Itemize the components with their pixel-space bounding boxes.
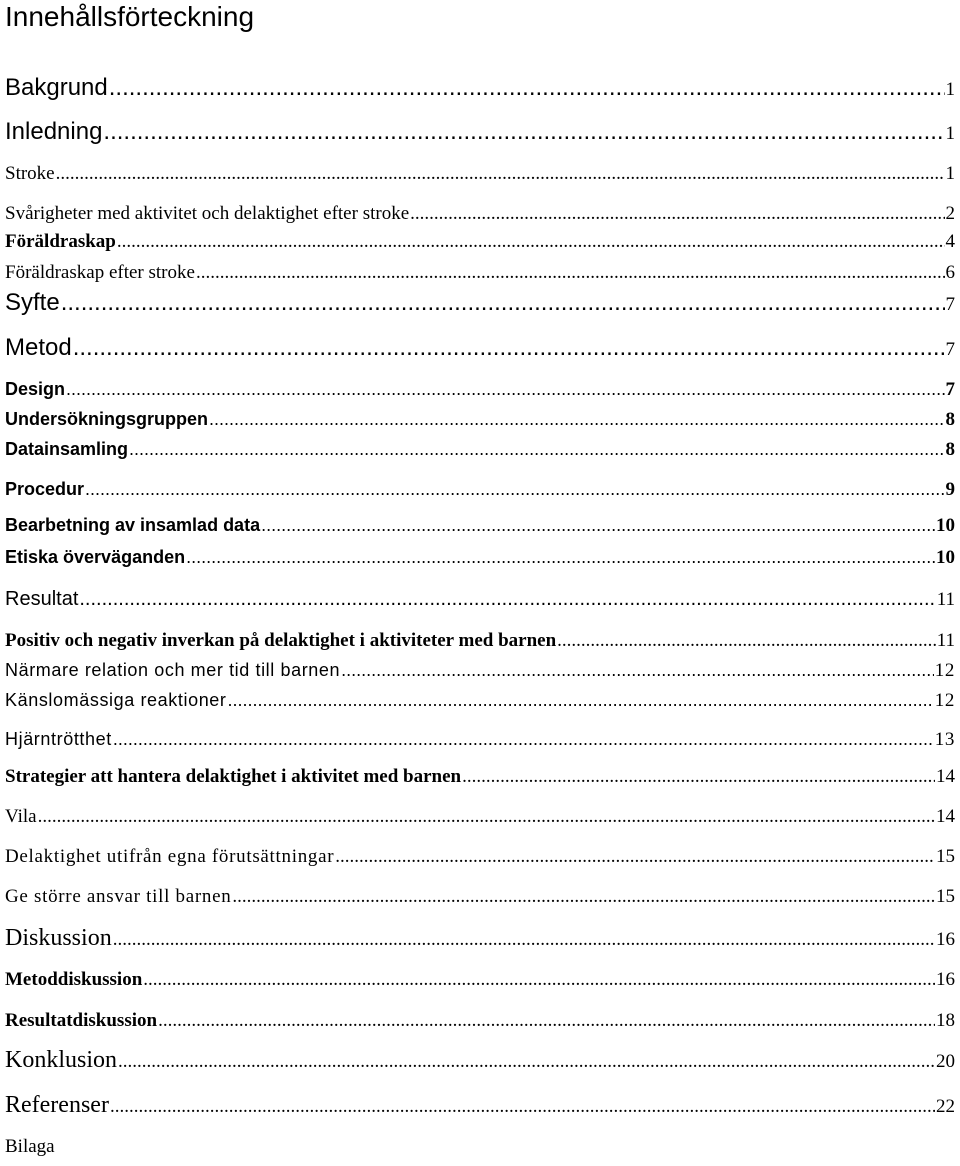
toc-entry-page: 7 <box>945 379 955 400</box>
toc-entry-label: Bakgrund <box>5 74 108 101</box>
toc-entry-konklusion[interactable] <box>5 1047 955 1074</box>
toc-entry-page: 10 <box>936 515 955 536</box>
toc-entry-label: Bearbetning av insamlad data <box>5 515 261 535</box>
toc-entry-page: 15 <box>936 846 955 867</box>
dot-leader <box>196 262 945 284</box>
toc-entry-page: 13 <box>934 729 955 750</box>
dot-leader <box>113 729 934 750</box>
toc-entry-label: Design <box>5 379 66 399</box>
toc-entry-resultat[interactable] <box>5 588 955 611</box>
toc-entry-page: 8 <box>945 409 955 430</box>
toc-entry-label: Etiska överväganden <box>5 547 186 567</box>
dot-leader <box>109 74 945 102</box>
dot-leader <box>462 766 935 788</box>
dot-leader <box>85 479 944 500</box>
dot-leader <box>341 660 934 681</box>
toc-entry-label: Strategier att hantera delaktighet i aktivitet med barnen <box>5 766 462 787</box>
toc-entry-kanslomassiga[interactable] <box>5 690 955 712</box>
dot-leader <box>110 1096 935 1118</box>
toc-entry-page: 11 <box>936 630 955 651</box>
toc-entry-label: Delaktighet utifrån egna förutsättningar <box>5 846 335 867</box>
dot-leader <box>228 690 934 711</box>
toc-entry-page: 12 <box>934 690 955 711</box>
toc-entry-label: Resultatdiskussion <box>5 1010 158 1031</box>
toc-entry-label: Referenser <box>5 1092 109 1118</box>
toc-entry-procedur[interactable] <box>5 479 955 501</box>
toc-entry-design[interactable] <box>5 379 955 401</box>
toc-entry-label: Svårigheter med aktivitet och delaktighet efter stroke <box>5 203 410 224</box>
dot-leader <box>117 231 945 253</box>
toc-entry-stroke[interactable] <box>5 163 955 185</box>
toc-entry-page: 7 <box>945 339 955 360</box>
toc-entry-label: Undersökningsgruppen <box>5 409 209 429</box>
toc-entry-label: Resultat <box>5 588 79 610</box>
toc-entry-label: Positiv och negativ inverkan på delaktighet i aktiviteter med barnen <box>5 630 557 651</box>
toc-entry-svarigheter[interactable] <box>5 203 955 225</box>
toc-entry-label: Diskussion <box>5 925 112 951</box>
toc-entry-bakgrund[interactable] <box>5 74 955 102</box>
dot-leader <box>61 289 945 317</box>
toc-entry-metod[interactable] <box>5 334 955 362</box>
dot-leader <box>335 846 935 868</box>
toc-entry-label: Vila <box>5 806 37 827</box>
toc-entry-label: Konklusion <box>5 1047 118 1073</box>
toc-entry-label: Datainsamling <box>5 439 129 459</box>
toc-entry-label: Inledning <box>5 118 103 145</box>
toc-entry-page: 1 <box>945 123 955 144</box>
dot-leader <box>118 1051 935 1073</box>
toc-entry-page: 1 <box>945 79 955 100</box>
dot-leader <box>79 588 935 611</box>
dot-leader <box>103 118 944 146</box>
toc-entry-page: 18 <box>936 1010 955 1031</box>
toc-appendix-label: Bilaga <box>5 1136 55 1157</box>
toc-entry-positiv-negativ[interactable] <box>5 630 955 652</box>
toc-entry-resultatdiskussion[interactable] <box>5 1010 955 1032</box>
toc-entry-page: 16 <box>936 969 955 990</box>
toc-entry-label: Närmare relation och mer tid till barnen <box>5 660 341 680</box>
toc-entry-foraldraskap-efter-stroke[interactable] <box>5 262 955 284</box>
toc-entry-syfte[interactable] <box>5 289 955 317</box>
toc-entry-page: 16 <box>936 929 955 950</box>
toc-entry-label: Metoddiskussion <box>5 969 143 990</box>
toc-entry-label: Känslomässiga reaktioner <box>5 690 227 710</box>
toc-entry-page: 11 <box>936 589 955 610</box>
toc-entry-metoddiskussion[interactable] <box>5 969 955 991</box>
toc-entry-page: 1 <box>945 163 955 184</box>
toc-entry-strategier[interactable] <box>5 766 955 788</box>
toc-title: Innehållsförteckning <box>5 1 255 32</box>
toc-entry-undersokningsgruppen[interactable] <box>5 409 955 431</box>
toc-entry-label: Hjärntrötthet <box>5 729 112 749</box>
toc-entry-inledning[interactable] <box>5 118 955 146</box>
toc-entry-ge-storre-ansvar[interactable] <box>5 886 955 908</box>
dot-leader <box>66 379 944 400</box>
toc-entry-page: 22 <box>936 1096 955 1117</box>
toc-entry-page: 6 <box>945 262 955 283</box>
dot-leader <box>557 630 936 652</box>
toc-entry-delaktighet-utifran[interactable] <box>5 846 955 868</box>
dot-leader <box>113 929 935 951</box>
dot-leader <box>209 409 944 430</box>
toc-entry-page: 15 <box>936 886 955 907</box>
toc-entry-narmare-relation[interactable] <box>5 660 955 682</box>
toc-entry-label: Procedur <box>5 479 85 499</box>
toc-entry-label: Föräldraskap efter stroke <box>5 262 195 283</box>
dot-leader <box>38 806 935 828</box>
toc-entry-datainsamling[interactable] <box>5 439 955 461</box>
toc-entry-page: 9 <box>945 479 955 500</box>
toc-entry-page: 14 <box>936 766 955 787</box>
toc-entry-page: 8 <box>945 439 955 460</box>
dot-leader <box>186 547 935 568</box>
toc-entry-page: 14 <box>936 806 955 827</box>
toc-entry-vila[interactable] <box>5 806 955 828</box>
toc-entry-label: Syfte <box>5 289 60 316</box>
toc-entry-label: Metod <box>5 334 72 361</box>
dot-leader <box>143 969 935 991</box>
toc-entry-page: 2 <box>945 203 955 224</box>
toc-entry-page: 20 <box>936 1051 955 1072</box>
toc-entry-etiska[interactable] <box>5 547 955 569</box>
toc-entry-hjarntrotthet[interactable] <box>5 729 955 751</box>
toc-entry-page: 4 <box>945 231 955 252</box>
dot-leader <box>232 886 935 908</box>
toc-entry-referenser[interactable] <box>5 1092 955 1119</box>
toc-entry-foraldraskap[interactable] <box>5 231 955 253</box>
toc-entry-page: 7 <box>945 294 955 315</box>
dot-leader <box>158 1010 935 1032</box>
dot-leader <box>73 334 945 362</box>
toc-entry-page: 10 <box>936 547 955 568</box>
toc-entry-label: Föräldraskap <box>5 231 116 252</box>
dot-leader <box>261 515 935 536</box>
toc-entry-diskussion[interactable] <box>5 925 955 952</box>
toc-entry-label: Stroke <box>5 163 55 184</box>
toc-entry-page: 12 <box>934 660 955 681</box>
toc-entry-bearbetning[interactable] <box>5 515 955 537</box>
dot-leader <box>410 203 944 225</box>
toc-entry-label: Ge större ansvar till barnen <box>5 886 232 907</box>
dot-leader <box>129 439 944 460</box>
dot-leader <box>56 163 945 185</box>
